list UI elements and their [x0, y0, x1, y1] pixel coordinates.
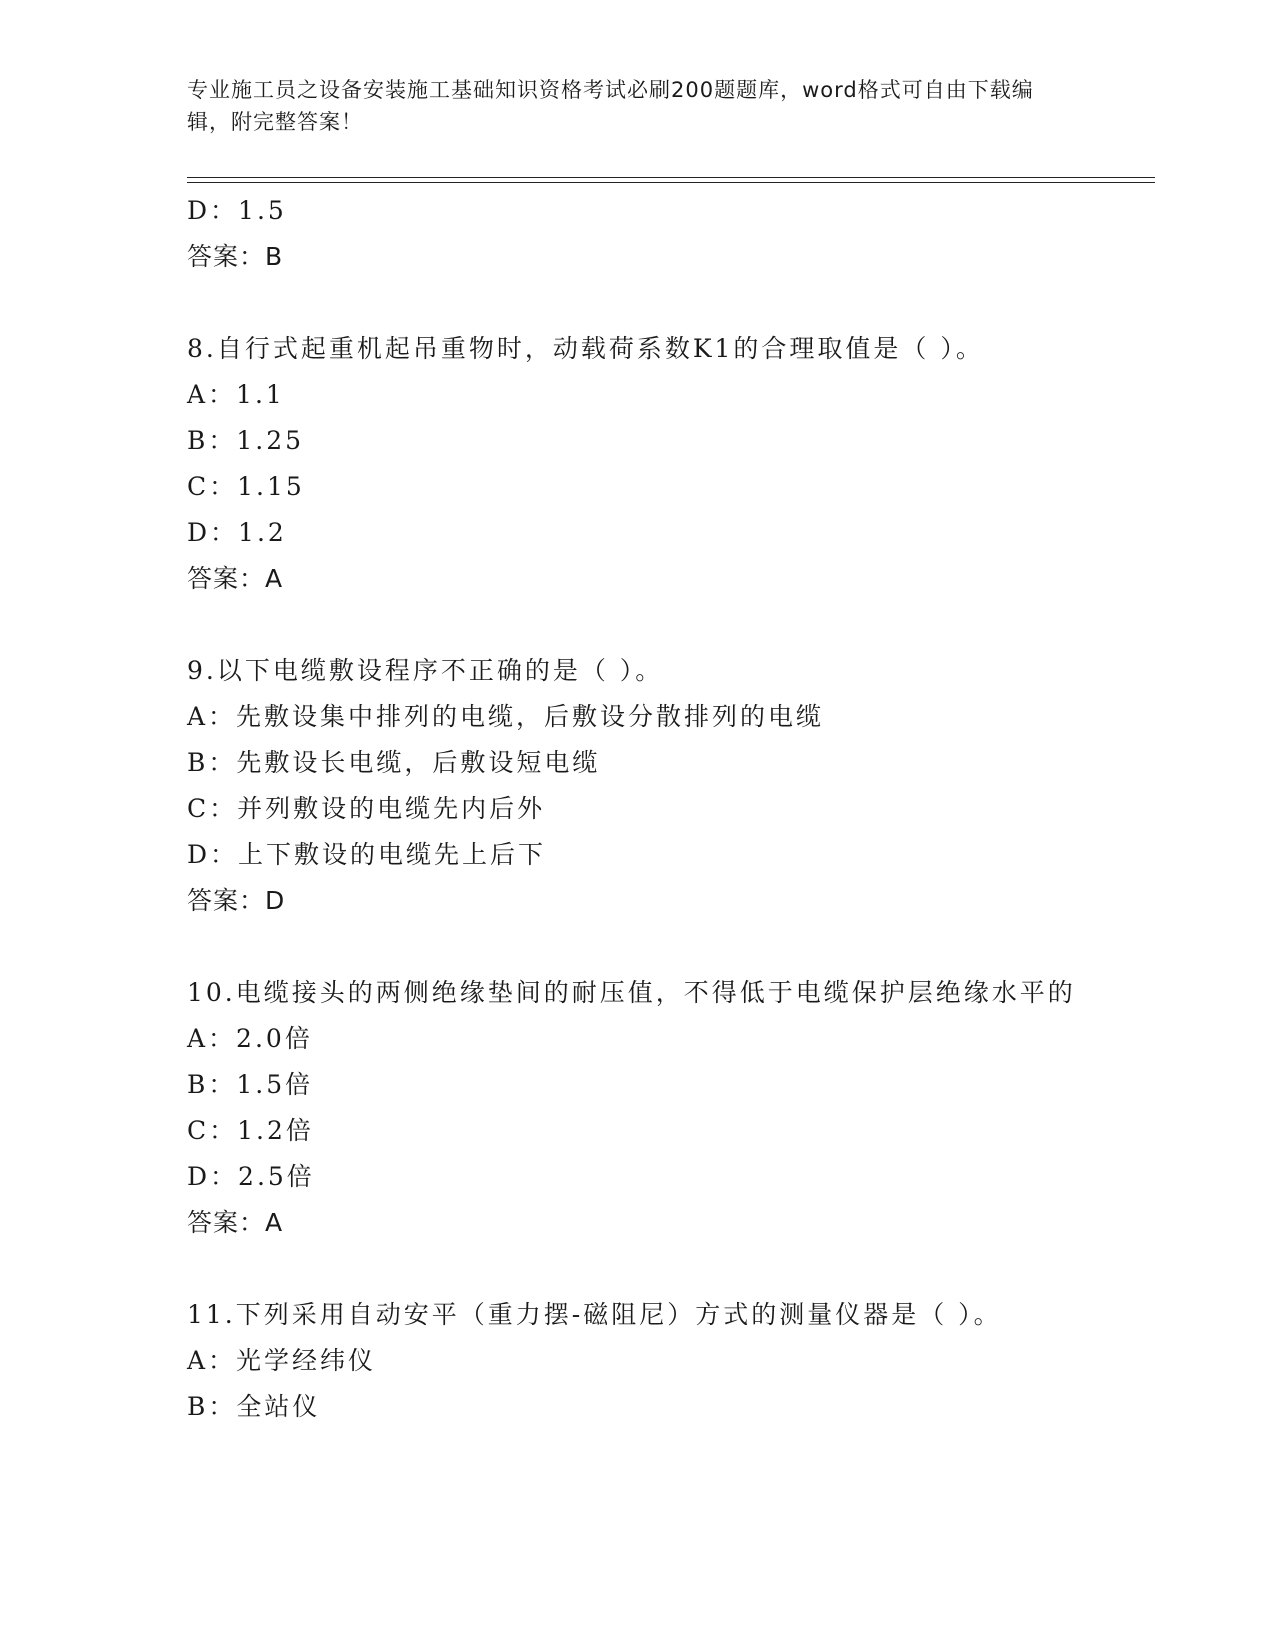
option-d: D：1.2 — [187, 518, 287, 547]
option-b: B：1.25 — [187, 426, 305, 455]
option-b: B：全站仪 — [187, 1392, 321, 1421]
question-list — [187, 188, 1087, 1430]
answer-line: 答案：A — [187, 564, 284, 593]
document-header: 专业施工员之设备安装施工基础知识资格考试必刷200题题库，word格式可自由下载编辑，附完整答案！ — [187, 78, 1034, 134]
option-d: D：2.5倍 — [187, 1162, 315, 1191]
option-c: C：并列敷设的电缆先内后外 — [187, 794, 546, 823]
question-stem: 9.以下电缆敷设程序不正确的是（ ）。 — [187, 656, 664, 685]
option-a: A：2.0倍 — [187, 1024, 313, 1053]
option-b: B：先敷设长电缆，后敷设短电缆 — [187, 748, 601, 777]
answer-line: 答案：A — [187, 1208, 284, 1237]
option-d: D：上下敷设的电缆先上后下 — [187, 840, 547, 869]
question-stem: 8.自行式起重机起吊重物时，动载荷系数K1的合理取值是（ ）。 — [187, 334, 984, 363]
option-b: B：1.5倍 — [187, 1070, 314, 1099]
option-d: D：1.5 — [187, 196, 287, 225]
option-a: A：光学经纬仪 — [187, 1346, 377, 1375]
answer-line: 答案：B — [187, 242, 284, 271]
question-stem: 11.下列采用自动安平（重力摆-磁阻尼）方式的测量仪器是（ ）。 — [187, 1300, 1002, 1329]
option-a: A：先敷设集中排列的电缆，后敷设分散排列的电缆 — [187, 702, 825, 731]
header-divider-bottom — [187, 182, 1155, 183]
option-a: A：1.1 — [187, 380, 285, 409]
answer-line: 答案：D — [187, 886, 286, 915]
header-divider-top — [187, 177, 1155, 178]
option-c: C：1.15 — [187, 472, 305, 501]
question-stem: 10.电缆接头的两侧绝缘垫间的耐压值，不得低于电缆保护层绝缘水平的 — [187, 978, 1076, 1007]
option-c: C：1.2倍 — [187, 1116, 314, 1145]
